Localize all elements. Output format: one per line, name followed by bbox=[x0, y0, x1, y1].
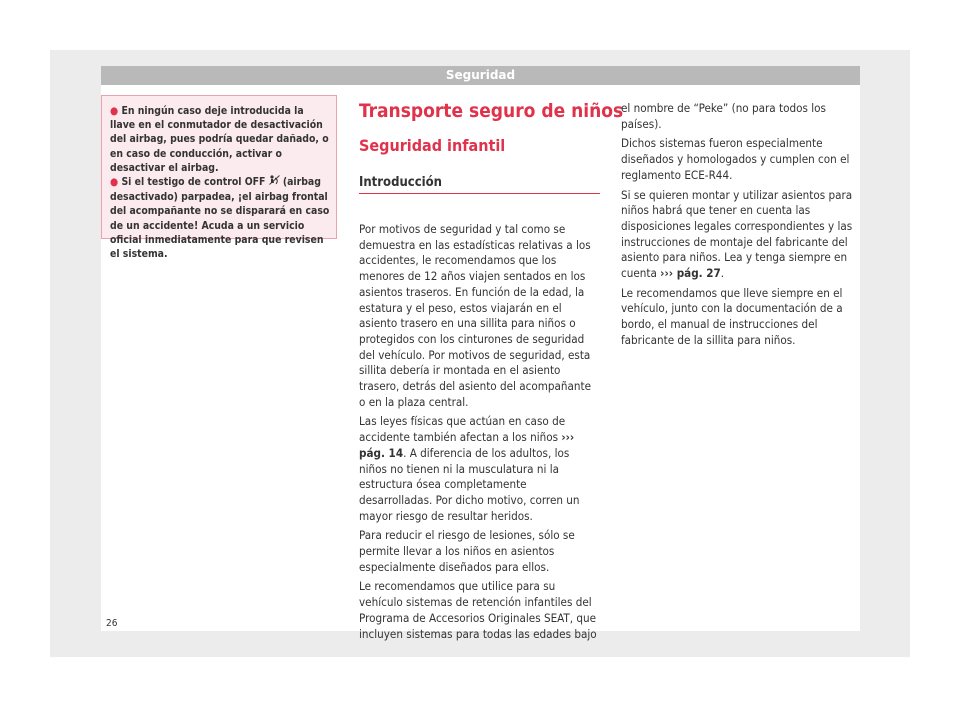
chapter-subtitle: Seguridad infantil bbox=[359, 136, 506, 155]
page-reference-link[interactable]: ››› pág. 27 bbox=[660, 266, 721, 281]
airbag-off-icon bbox=[269, 177, 283, 188]
paragraph-text: . bbox=[720, 266, 725, 281]
paragraph: Le recomendamos que lleve siempre en el vehículo, junto con la documentación de a bordo, el manual de instrucciones del fabricante de la sillita para niños. bbox=[621, 285, 843, 347]
right-column bbox=[621, 101, 861, 353]
page-reference-link[interactable]: ››› pág. 14 bbox=[359, 430, 575, 460]
page-title: Transporte seguro de niños bbox=[359, 100, 624, 122]
paragraph: el nombre de “Peke” (no para todos los países). bbox=[621, 101, 826, 131]
paragraph-text: . A diferencia de los adultos, los niños no tienen ni la musculatura ni la estructura ósea completamente desarrolladas. Por dicho motivo, corren un mayor riesgo de resultar heridos. bbox=[359, 445, 580, 523]
bullet-icon: ● bbox=[110, 105, 119, 117]
paragraph bbox=[621, 188, 861, 282]
bullet-icon: ● bbox=[110, 176, 119, 189]
paragraph bbox=[359, 414, 600, 524]
paragraph: Por motivos de seguridad y tal como se demuestra en las estadísticas relativas a los accidentes, le recomendamos que los menores de 12 años viajen sentados en los asientos traseros. En función de la edad, la estatura y el peso, estos viajarán en el asiento trasero en una sillita para niños o protegidos con los cinturones de seguridad del vehículo. Por motivos de seguridad, esta sillita debería ir montada en el asiento trasero, detrás del asiento del acompañante o en la plaza central. bbox=[359, 222, 592, 409]
paragraph: Le recomendamos que utilice para su vehículo sistemas de retención infantiles del Programa de Accesorios Originales SEAT, que incluyen sistemas para todas las edades bajo bbox=[359, 579, 597, 641]
paragraph: Dichos sistemas fueron especialmente diseñados y homologados y cumplen con el reglamento ECE-R44. bbox=[621, 136, 850, 182]
paragraph: Para reducir el riesgo de lesiones, sólo se permite llevar a los niños en asientos especialmente diseñados para ellos. bbox=[359, 528, 575, 574]
paragraph-text: Si se quieren montar y utilizar asientos para niños habrá que tener en cuenta las disposiciones legales correspondientes y las instrucciones de montaje del fabricante del asiento para niños. Lea y tenga siempre en cuenta bbox=[621, 187, 853, 281]
section-title: Introducción bbox=[359, 175, 443, 190]
warning-item bbox=[110, 104, 330, 175]
running-header: Seguridad bbox=[101, 66, 860, 85]
page-number: 26 bbox=[106, 618, 118, 629]
warning-text: (airbag desactivado) parpadea, ¡el airbag frontal del acompañante no se disparará en caso de un accidente! Acuda a un servicio oficial inmediatamente para que revisen el sistema. bbox=[110, 176, 330, 261]
warning-text: En ningún caso deje introducida la llave en el conmutador de desactivación del airbag, pues podría quedar dañado, o en caso de conducción, activar o desactivar el airbag. bbox=[110, 105, 329, 174]
warning-text: Si el testigo de control OFF bbox=[121, 176, 266, 189]
warning-box bbox=[101, 95, 337, 261]
section-divider bbox=[359, 193, 600, 194]
warning-item bbox=[110, 175, 330, 261]
paragraph-text: Las leyes físicas que actúan en caso de accidente también afectan a los niños bbox=[359, 414, 566, 445]
middle-column bbox=[359, 222, 600, 646]
